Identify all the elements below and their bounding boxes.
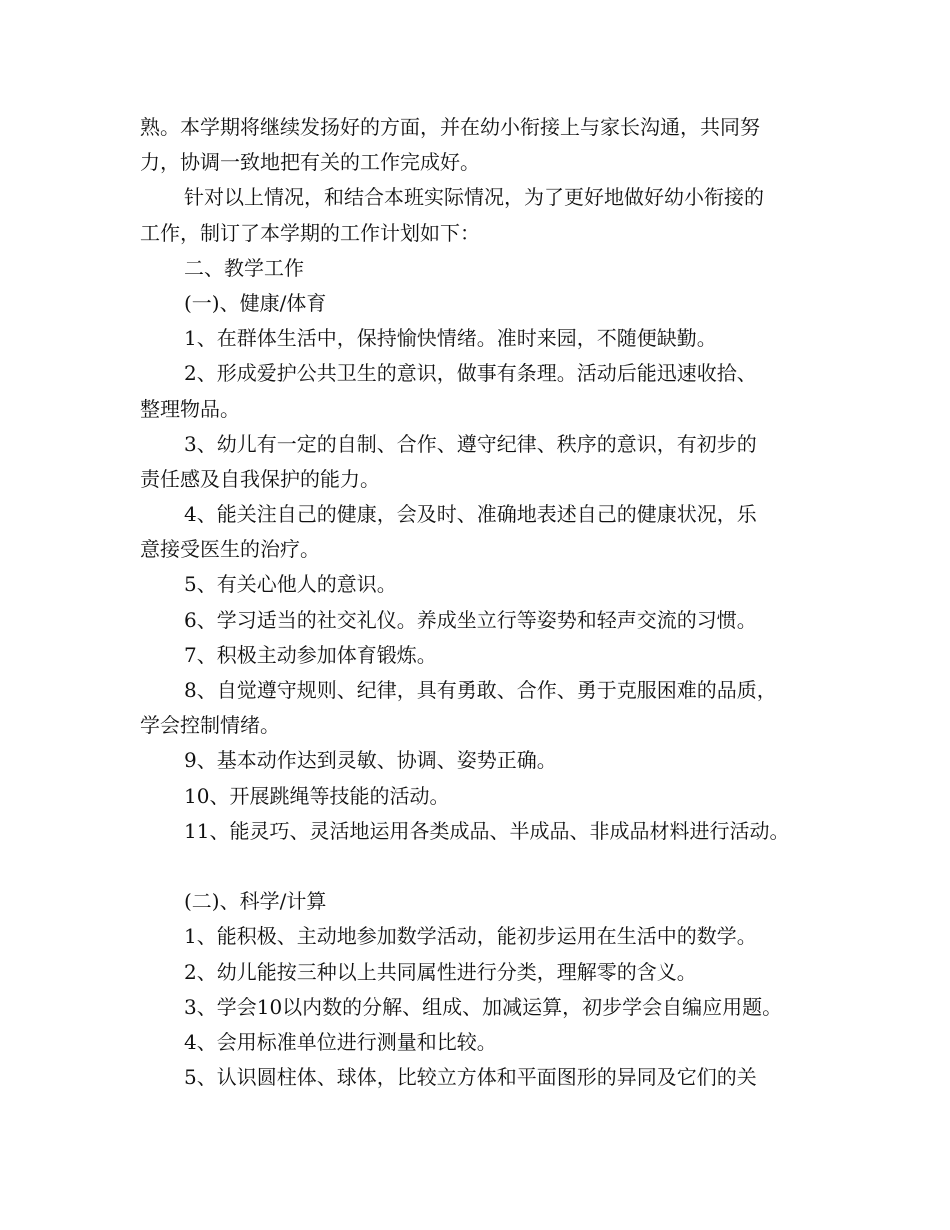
text-line: 5、有关心他人的意识。: [184, 572, 397, 597]
text-line: 学会控制情绪。: [140, 713, 280, 738]
text-line: 2、形成爱护公共卫生的意识，做事有条理。活动后能迅速收拾、: [184, 361, 757, 386]
text-line: 二、教学工作: [184, 255, 304, 280]
blank-line: [140, 849, 830, 884]
text-line: 熟。本学期将继续发扬好的方面，并在幼小衔接上与家长沟通，共同努: [140, 115, 760, 139]
text-line: 1、在群体生活中，保持愉快情绪。准时来园，不随便缺勤。: [184, 326, 717, 351]
text-line: 整理物品。: [140, 396, 240, 421]
text-line: 2、幼儿能按三种以上共同属性进行分类，理解零的含义。: [184, 959, 697, 984]
text-line: 1、能积极、主动地参加数学活动，能初步运用在生活中的数学。: [184, 924, 757, 949]
text-line: 针对以上情况，和结合本班实际情况，为了更好地做好幼小衔接的: [184, 185, 764, 210]
text-line: 4、会用标准单位进行测量和比较。: [184, 1029, 497, 1054]
document-body: [140, 110, 830, 1095]
text-line: (二)、科学/计算: [184, 889, 327, 914]
text-line: 7、积极主动参加体育锻炼。: [184, 642, 437, 667]
text-line: 10、开展跳绳等技能的活动。: [184, 783, 450, 808]
text-line: 工作，制订了本学期的工作计划如下：: [140, 220, 480, 245]
text-line: 力，协调一致地把有关的工作完成好。: [140, 150, 480, 175]
text-line: 责任感及自我保护的能力。: [140, 466, 380, 491]
text-line: 意接受医生的治疗。: [140, 537, 320, 562]
text-line: (一)、健康/体育: [184, 290, 327, 315]
text-line: 6、学习适当的社交礼仪。养成坐立行等姿势和轻声交流的习惯。: [184, 607, 757, 632]
text-line: 5、认识圆柱体、球体，比较立方体和平面图形的异同及它们的关: [184, 1065, 757, 1090]
text-line: 4、能关注自己的健康，会及时、准确地表述自己的健康状况，乐: [184, 502, 757, 527]
text-line: 3、学会10以内数的分解、组成、加减运算，初步学会自编应用题。: [184, 994, 783, 1019]
text-line: 3、幼儿有一定的自制、合作、遵守纪律、秩序的意识，有初步的: [184, 431, 757, 456]
text-line: 9、基本动作达到灵敏、协调、姿势正确。: [184, 748, 557, 773]
text-line: 8、自觉遵守规则、纪律，具有勇敢、合作、勇于克服困难的品质，: [184, 678, 777, 702]
text-line: 11、能灵巧、灵活地运用各类成品、半成品、非成品材料进行活动。: [184, 818, 790, 843]
